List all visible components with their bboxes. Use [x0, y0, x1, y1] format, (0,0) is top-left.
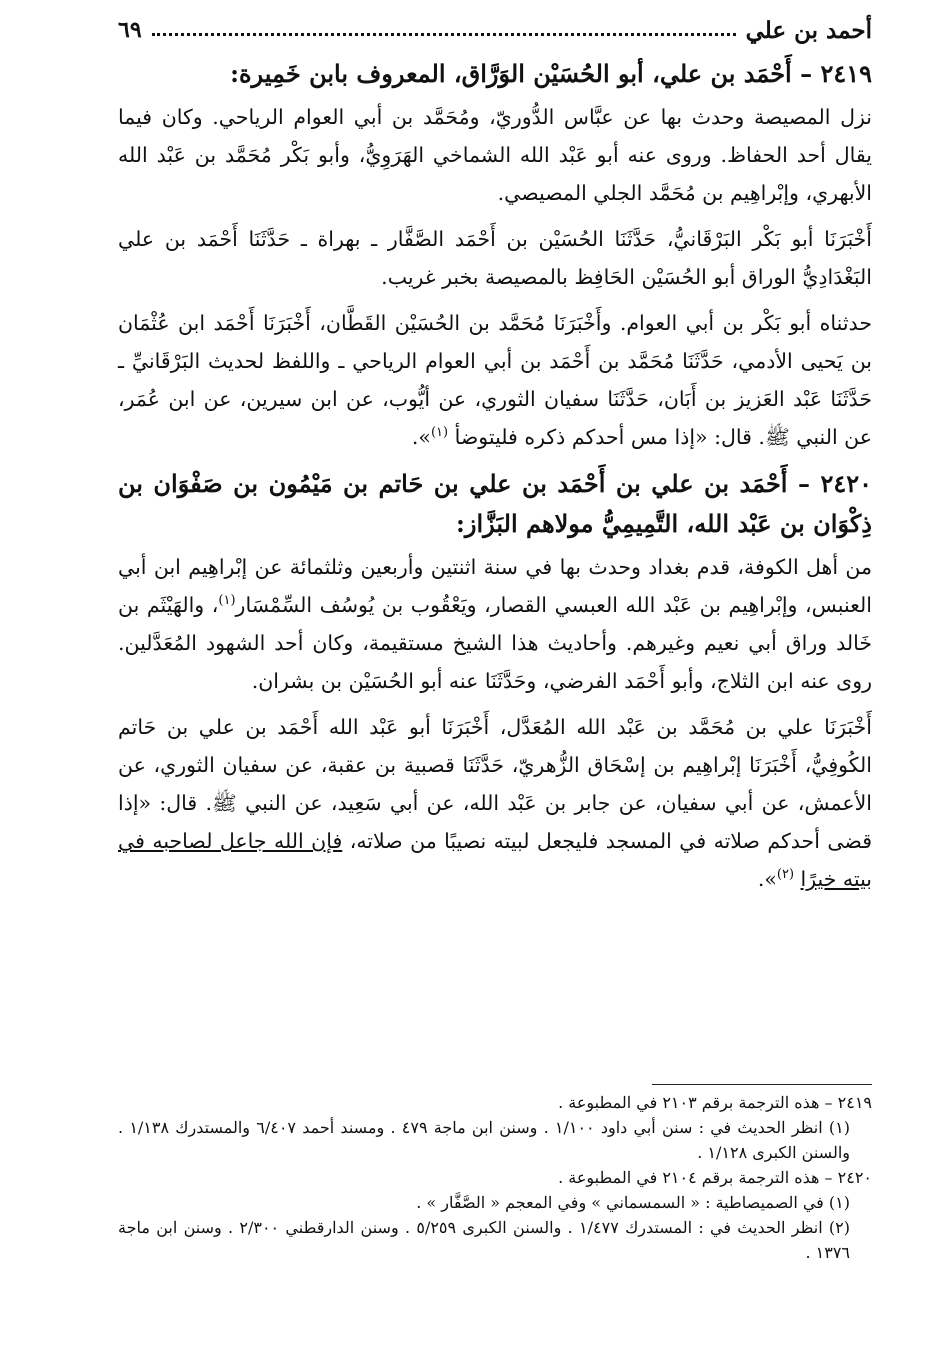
entry-2419-paragraph-2: أَخْبَرَنَا أبو بَكْر البَرْقَانيُّ، حَدَّثَنَا الحُسَيْن بن أَحْمَد الصَّفَّار ـ بهراة ـ حَدَّثَنَا أَحْمَد بن علي البَغْدَادِيُّ الوراق أبو الحُسَيْن الحَافِظ بالمصيصة بخبر غريب. — [118, 227, 872, 289]
footnote-2420-note: ٢٤٢٠ – هذه الترجمة برقم ٢١٠٤ في المطبوعة . — [558, 1168, 872, 1187]
footnote-2420-2: (٢) انظر الحديث في : المستدرك ١/٤٧٧ . والسنن الكبرى ٥/٢٥٩ . وسنن الدارقطني ٢/٣٠٠ . وسنن ابن ماجة ١٣٧٦ . — [118, 1218, 851, 1262]
entry-2420-paragraph-2 — [118, 708, 872, 898]
footnote-divider — [652, 1084, 872, 1085]
running-head — [118, 12, 872, 48]
page-number: ٦٩ — [118, 17, 142, 43]
footnote-2419-note: ٢٤١٩ – هذه الترجمة برقم ٢١٠٣ في المطبوعة . — [558, 1093, 872, 1112]
entry-2419-paragraph-3-text: حدثناه أبو بَكْر بن أبي العوام. وأَخْبَرَنَا مُحَمَّد بن الحُسَيْن القَطَّان، أَخْبَرَنَا أَحْمَد ابن عُثْمَان بن يَحيى الأدمي، حَدَّثَنَا مُحَمَّد بن أَحْمَد بن أبي العوام الرياحي ـ واللفظ لحديث البَرْقَانيِّ ـ حَدَّثَنَا عَبْد العَزيز بن أَبَان، حَدَّثَنَا سفيان الثوري، عن أيُّوب، عن ابن سيرين، عن ابن عُمَر، عن النبي ﷺ. قال: «إذا مس أحدكم ذكره فليتوضأ — [118, 311, 872, 449]
footnote-marker: (١) — [430, 425, 449, 441]
running-head-title: أحمد بن علي — [745, 16, 872, 44]
footnote-2419-1: (١) انظر الحديث في : سنن أبي داود ١/١٠٠ . وسنن ابن ماجة ٤٧٩ . ومسند أحمد ٦/٤٠٧ والمستدرك ١/١٣٨ . والسنن الكبرى ١/١٢٨ . — [118, 1118, 851, 1162]
footnotes — [118, 1090, 872, 1265]
entry-2420-paragraph-2-a: أَخْبَرَنَا علي بن مُحَمَّد بن عَبْد الله المُعَدَّل، أَخْبَرَنَا أبو عَبْد الله أَحْمَد بن علي بن حَاتم الكُوفِيُّ، أَخْبَرَنَا إبْراهِيم بن إسْحَاق الزُّهريّ، حَدَّثَنَا قصبية بن عقبة، عن سفيان الثوري، عن الأعمش، عن أبي سفيان، عن جابر بن عَبْد الله، عن أبي سَعِيد، عن النبي ﷺ. قال: «إذا قضى أحدكم صلاته في المسجد فليجعل لبيته نصيبًا من صلاته، — [118, 715, 872, 853]
main-text — [118, 54, 872, 906]
entry-heading-2420: ٢٤٢٠ – أَحْمَد بن علي بن أَحْمَد بن علي بن حَاتم بن مَيْمُون بن صَفْوَان بن ذِكْوَان بن عَبْد الله، التَّمِيمِيُّ مولاهم البَزَّاز: — [118, 469, 872, 538]
entry-2420-paragraph-1-b: ، والهَيْثَم بن خَالد وراق أبي نعيم وغيرهم. وأحاديث هذا الشيخ مستقيمة، وكان أحد الشهود المُعَدَّلين. روى عنه ابن الثلاج، وأبو أَحْمَد الفرضي، وحَدَّثَنَا عنه أبو الحُسَيْن بن بشران. — [118, 593, 872, 693]
underlined-phrase: فإن الله جاعل لصاحبه في بيته خيرًا — [118, 829, 872, 891]
entry-2419-paragraph-3 — [118, 304, 872, 456]
entry-2420-paragraph-1-a: من أهل الكوفة، قدم بغداد وحدث بها في سنة اثنتين وأربعين وثلثمائة عن إبْراهِيم ابن أبي العنبس، وإبْراهِيم بن عَبْد الله العبسي القصار، ويَعْقُوب بن يُوسُف السِّمْسَار — [118, 555, 872, 617]
entry-heading-2419: ٢٤١٩ – أَحْمَد بن علي، أبو الحُسَيْن الوَرَّاق، المعروف بابن خَمِيرة: — [230, 59, 872, 88]
footnote-2420-1: (١) في الصميصاطية : « السمسماني » وفي المعجم « الصَّفَّار » . — [416, 1193, 850, 1212]
footnote-marker: (١) — [218, 593, 236, 609]
quote-close: ». — [411, 425, 431, 449]
quote-close: ». — [757, 867, 777, 891]
footnote-marker: (٢) — [776, 867, 795, 883]
entry-2420-paragraph-1 — [118, 548, 872, 700]
entry-2419-paragraph-1: نزل المصيصة وحدث بها عن عبَّاس الدُّوريّ، ومُحَمَّد بن أبي العوام الرياحي. وكان فيما يقال أحد الحفاظ. وروى عنه أبو عَبْد الله الشماخي الهَرَوِيُّ، وأبو بَكْر مُحَمَّد بن عَبْد الله الأبهري، وإبْراهِيم بن مُحَمَّد الجلي المصيصي. — [118, 105, 872, 205]
dotted-leader — [152, 33, 736, 36]
